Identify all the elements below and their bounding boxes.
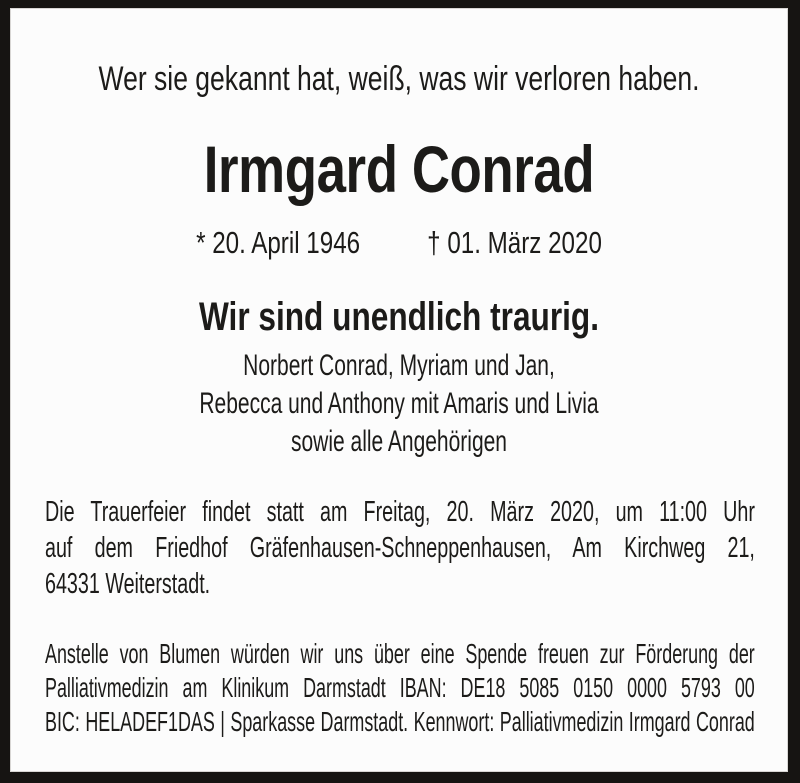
death-date: † 01. März 2020 (427, 225, 602, 260)
donation-info-line: Palliativmedizin am Klinikum Darmstadt IBAN: DE18 5085 0150 0000 5793 00 (45, 672, 755, 703)
life-dates (0, 225, 800, 261)
donation-info-line: BIC: HELADEF1DAS | Sparkasse Darmstadt. Kennwort: Palliativmedizin Irmgard Conrad (45, 706, 755, 737)
birth-date: * 20. April 1946 (196, 225, 361, 260)
funeral-info-line: 64331 Weiterstadt. (45, 568, 211, 600)
funeral-info-paragraph (45, 494, 755, 602)
mourning-headline: Wir sind unendlich traurig. (198, 295, 599, 339)
tagline: Wer sie gekannt hat, weiß, was wir verloren haben. (98, 60, 700, 98)
family-line: sowie alle Angehörigen (291, 425, 507, 458)
family-line: Norbert Conrad, Myriam und Jan, (243, 349, 555, 382)
funeral-info-line: Die Trauerfeier findet statt am Freitag, 20. März 2020, um 11:00 Uhr (45, 496, 755, 528)
notice-paper (10, 8, 788, 772)
funeral-info-line: auf dem Friedhof Gräfenhausen-Schneppenhausen, Am Kirchweg 21, (45, 532, 755, 564)
donation-info-paragraph (45, 637, 755, 739)
family-line: Rebecca und Anthony mit Amaris und Livia (199, 387, 599, 420)
deceased-name: Irmgard Conrad (203, 132, 595, 206)
family-names-block (0, 347, 800, 461)
donation-info-line: Anstelle von Blumen würden wir uns über eine Spende freuen zur Förderung der (45, 638, 755, 669)
